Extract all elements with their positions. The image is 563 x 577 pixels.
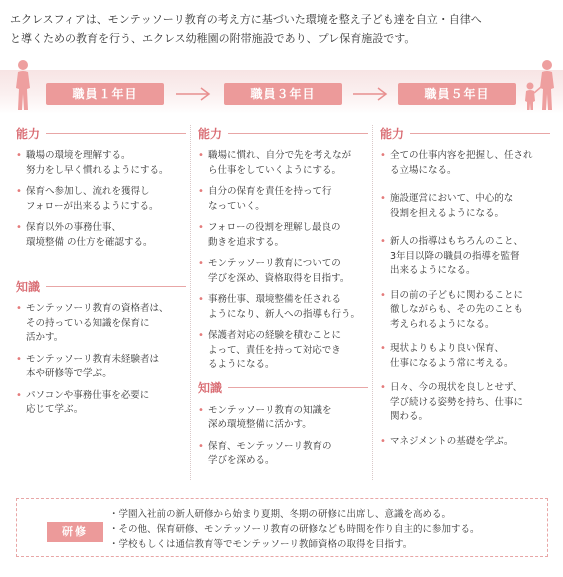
intro-line-2: と導くための教育を行う、エクレス幼稚園の附帯施設であり、プレ保育施設です。 [10, 32, 416, 45]
section-title [16, 125, 186, 141]
training-line: ・学園入社前の新人研修から始まり夏期、冬期の研修に出席し、意識を高める。 [109, 509, 452, 520]
parent-child-figure-icon [520, 58, 560, 116]
training-list [109, 507, 480, 552]
list-item: • 保育以外の事務仕事、 環境整備 の仕方を確認する。 [16, 221, 186, 250]
training-box [16, 498, 548, 557]
arrow-right-icon [353, 87, 389, 101]
list-item: • 現状よりもより良い保育、 仕事になるよう常に考える。 [380, 342, 550, 371]
section-title [16, 278, 186, 294]
list-item: • 保育へ参加し、流れを獲得し フォローが出来るようにする。 [16, 185, 186, 214]
section-ability [16, 125, 186, 250]
intro-line-1: エクレスフィアは、モンテッソーリ教育の考え方に基づいた環境を整え子ども達を自立・自律へ [10, 13, 482, 26]
column-year1 [16, 125, 186, 425]
list-item: • フォローの役割を理解し最良の 動きを追求する。 [198, 221, 368, 250]
section-ability [380, 125, 550, 449]
section-ability [198, 125, 368, 373]
training-line: ・その他、保育研修、モンテッソーリ教育の研修なども時間を作り自主的に参加する。 [109, 524, 480, 535]
list-item: • 事務仕事、環境整備を任される ようになり、新人への指導も行う。 [198, 293, 368, 322]
list-item: • 日々、今の現状を良しとせず、 学び続ける姿勢を持ち、仕事に 関わる。 [380, 381, 550, 425]
section-title-label: 能力 [198, 126, 223, 141]
column-separator [372, 125, 373, 480]
list-item: • 自分の保育を責任を持って行 なっていく。 [198, 185, 368, 214]
section-title [380, 125, 550, 141]
list-item: • 保護者対応の経験を積むことに よって、責任を持って対応でき るようになる。 [198, 329, 368, 373]
list-item: • 職場に慣れ、自分で先を考えなが ら仕事をしていくようにする。 [198, 149, 368, 178]
stage-badge-year5: 職員５年目 [398, 83, 516, 105]
section-knowledge [198, 380, 368, 469]
list-item: • モンテッソーリ教育についての 学びを深め、資格取得を目指す。 [198, 257, 368, 286]
section-title [198, 380, 368, 396]
list-item: • 保育、モンテッソーリ教育の 学びを深める。 [198, 440, 368, 469]
list-item: • マネジメントの基礎を学ぶ。 [380, 435, 550, 450]
arrow-right-icon [176, 87, 212, 101]
list-item: • 目の前の子どもに関わることに 徹しながらも、その先のことも 考えられるようになる。 [380, 289, 550, 333]
list-item: • モンテッソーリ教育の知識を 深め環境整備に活かす。 [198, 404, 368, 433]
section-title-label: 知識 [198, 381, 223, 395]
column-separator [190, 125, 191, 480]
training-badge: 研修 [47, 522, 103, 542]
list-item: • モンテッソーリ教育未経験者は 本や研修等で学ぶ。 [16, 353, 186, 382]
stage-badge-year1: 職員１年目 [46, 83, 164, 105]
list-item: • 職場の環境を理解する。 努力をし早く慣れるようにする。 [16, 149, 186, 178]
section-knowledge [16, 278, 186, 418]
intro-text [10, 10, 555, 48]
stage-badge-year3: 職員３年目 [224, 83, 342, 105]
list-item: • 新人の指導はもちろんのこと、 3年目以降の職員の指導を監督 出来るようになる。 [380, 235, 550, 279]
list-item: • 施設運営において、中心的な 役割を担えるようになる。 [380, 192, 550, 221]
training-line: ・学校もしくは通信教育等でモンテッソーリ教師資格の取得を目指す。 [109, 539, 413, 550]
woman-figure-icon [8, 58, 38, 116]
section-title [198, 125, 368, 141]
column-year5 [380, 125, 550, 456]
section-title-label: 能力 [380, 126, 405, 141]
list-item: • 全ての仕事内容を把握し、任され る立場になる。 [380, 149, 550, 178]
column-year3 [198, 125, 368, 476]
list-item: • パソコンや事務仕事を必要に 応じて学ぶ。 [16, 389, 186, 418]
section-title-label: 能力 [16, 126, 41, 141]
section-title-label: 知識 [16, 279, 41, 294]
list-item: • モンテッソーリ教育の資格者は、 その持っている知識を保育に 活かす。 [16, 302, 186, 346]
